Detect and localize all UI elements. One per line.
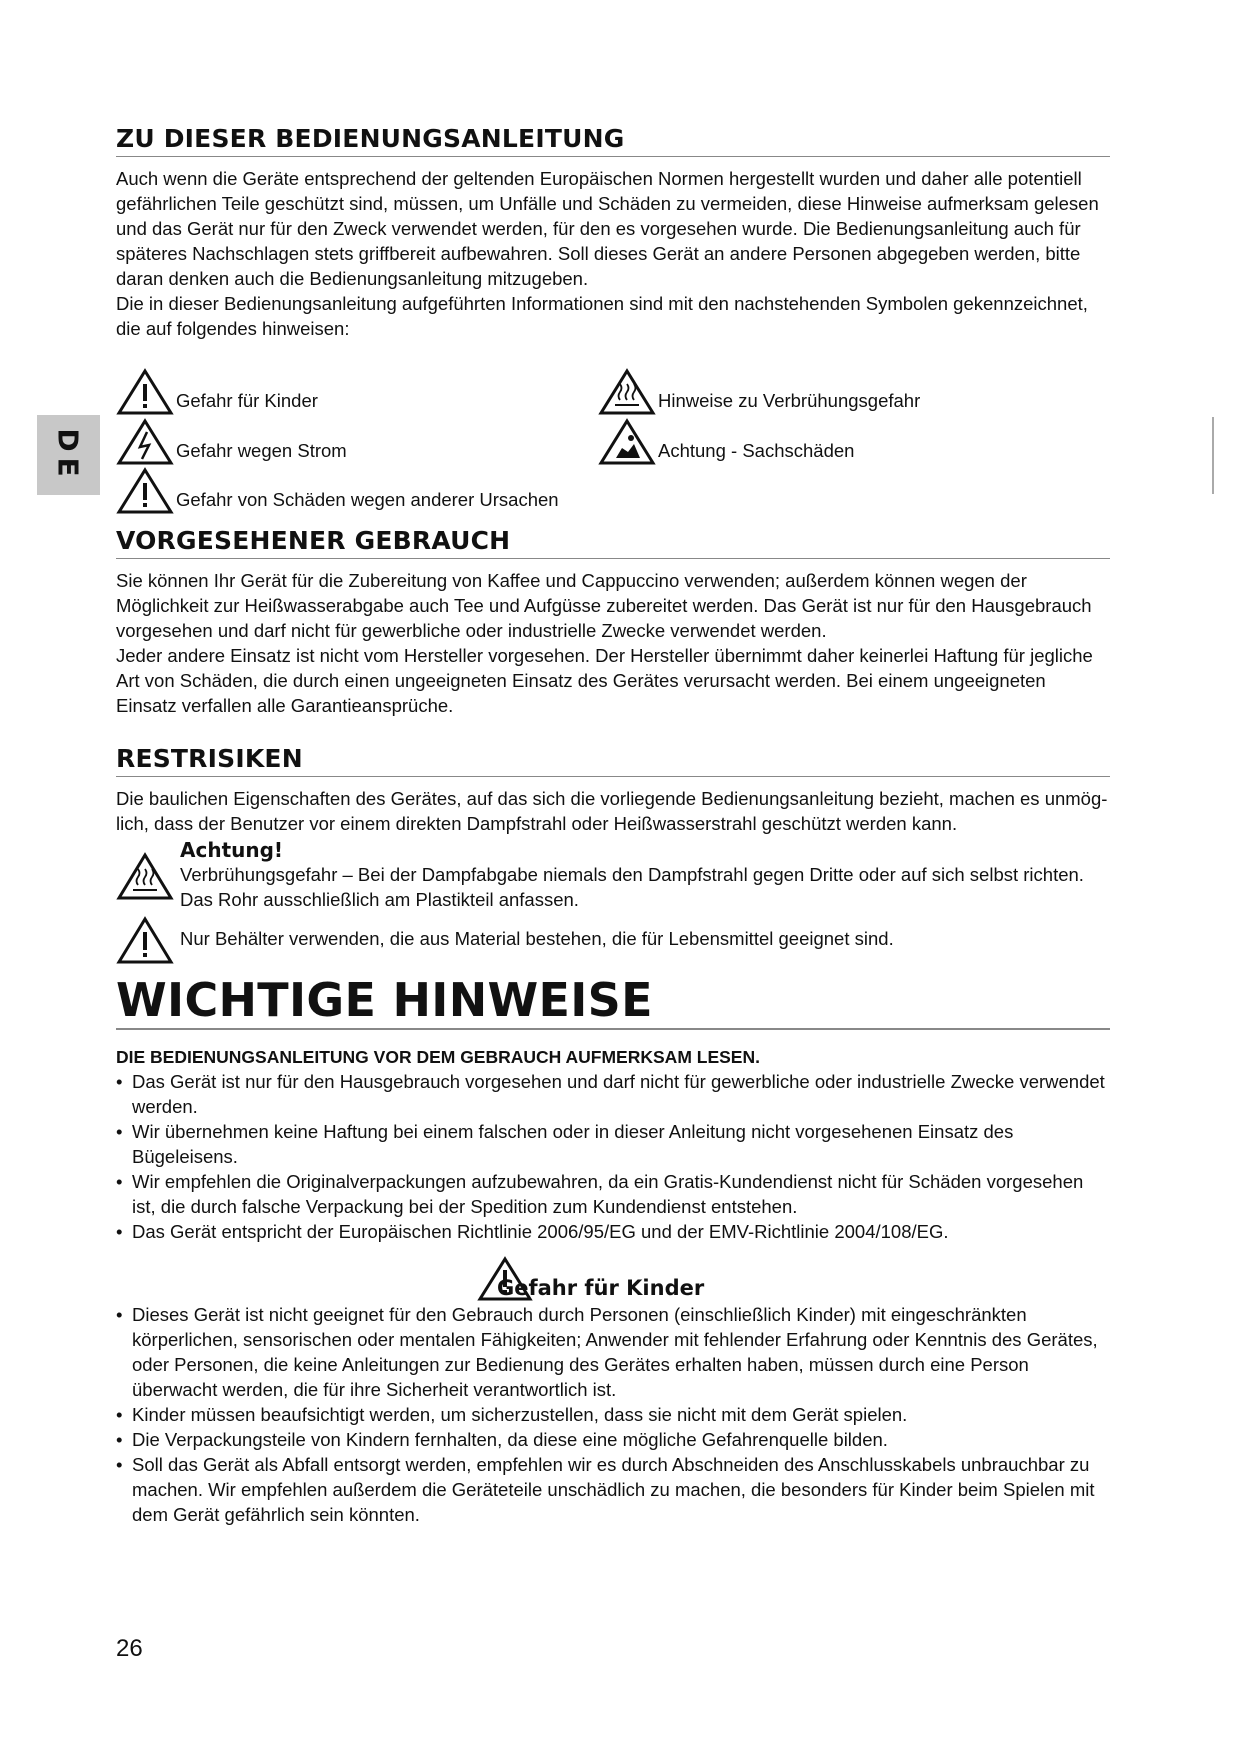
section-title-intended-use: VORGESEHENER GEBRAUCH bbox=[116, 526, 1110, 559]
symbol-electric bbox=[116, 418, 347, 466]
about-paragraph-2: Die in dieser Bedienungsanleitung aufgeführten Informationen sind mit den nachstehenden Symbolen gekennzeichnet, die auf folgendes hinweisen: bbox=[116, 293, 1088, 339]
warning-scald bbox=[116, 838, 1110, 912]
section-title-about: ZU DIESER BEDIENUNGSANLEITUNG bbox=[116, 124, 1110, 157]
important-list bbox=[116, 1069, 1110, 1244]
language-label: DE bbox=[52, 427, 85, 483]
symbol-children bbox=[116, 368, 318, 416]
list-item: • Das Gerät ist nur für den Hausgebrauch vorgesehen und darf nicht für gewerbliche oder industrielle Zwecke verwendet werden. bbox=[116, 1069, 1110, 1119]
symbol-property-label: Achtung - Sachschäden bbox=[658, 440, 855, 461]
warning-containers-text: Nur Behälter verwenden, die aus Material bestehen, die für Lebensmittel geeignet sind. bbox=[180, 928, 894, 949]
page-number: 26 bbox=[116, 1635, 143, 1662]
section-title-important: WICHTIGE HINWEISE bbox=[116, 972, 1110, 1030]
residual-risks-paragraph: Die baulichen Eigenschaften des Gerätes, auf das sich die vorliegende Bedienungsanleitung bezieht, machen es unmöglich, dass der Benutzer vor einem direkten Dampfstrahl oder Heißwasserstrahl geschützt werden kann. bbox=[116, 788, 1108, 834]
symbol-scald bbox=[598, 368, 920, 416]
symbol-scald-label: Hinweise zu Verbrühungsgefahr bbox=[658, 390, 921, 411]
warning-scald-text: Verbrühungsgefahr – Bei der Dampfabgabe niemals den Dampfstrahl gegen Dritte oder auf sich selbst richten. Das Rohr ausschließlich am Plastikteil anfassen. bbox=[180, 864, 1084, 910]
electric-hazard-icon bbox=[116, 418, 174, 466]
margin-marker bbox=[1212, 417, 1214, 494]
warning-title: Achtung! bbox=[180, 838, 284, 862]
property-damage-icon bbox=[598, 418, 656, 466]
symbol-children-label: Gefahr für Kinder bbox=[176, 390, 318, 411]
hot-steam-icon bbox=[598, 368, 656, 416]
about-paragraph-1: Auch wenn die Geräte entsprechend der geltenden Europäischen Normen hergestellt wurden und daher alle potentiell gefährlichen Teile geschützt sind, müssen, um Unfälle und Schäden zu vermeiden, diese Hinweise aufmerksam gelesen und das Gerät nur für den Zweck verwendet werden, für den es vorgesehen wurde. Die Bedienungsanleitung auch für späteres Nachschlagen stets griffbereit aufbewahren. Soll dieses Gerät an andere Personen abgegeben werden, bitte daran denken auch die Bedienungsanleitung mitzugeben. bbox=[116, 168, 1099, 289]
warning-triangle-icon bbox=[116, 368, 174, 416]
list-item: • Kinder müssen beaufsichtigt werden, um sicherzustellen, dass sie nicht mit dem Gerät spielen. bbox=[116, 1402, 1110, 1427]
symbol-other bbox=[116, 467, 559, 515]
important-subheading: DIE BEDIENUNGSANLEITUNG VOR DEM GEBRAUCH AUFMERKSAM LESEN. bbox=[116, 1047, 760, 1067]
list-item: • Soll das Gerät als Abfall entsorgt werden, empfehlen wir es durch Abschneiden des Anschlusskabels unbrauchbar zu machen. Wir empfehlen außerdem die Geräteteile unschädlich zu machen, die besonders für Kinder beim Spielen mit dem Gerät gefährlich sein könnten. bbox=[116, 1452, 1110, 1527]
content-column bbox=[116, 124, 1110, 1527]
list-item: • Dieses Gerät ist nicht geeignet für den Gebrauch durch Personen (einschließlich Kinder) mit eingeschränkten körperlichen, sensorischen oder mentalen Fähigkeiten; Anwender mit fehlender Erfahrung oder Kenntnis des Gerätes, oder Personen, die keine Anleitungen zur Bedienung des Gerätes erhalten haben, müssen durch eine Person überwacht werden, die für ihre Sicherheit verantwortlich ist. bbox=[116, 1302, 1110, 1402]
symbol-legend bbox=[116, 368, 1110, 518]
warning-containers bbox=[116, 914, 1110, 966]
list-item: • Das Gerät entspricht der Europäischen Richtlinie 2006/95/EG und der EMV-Richtlinie 2004/108/EG. bbox=[116, 1219, 1110, 1244]
intended-use-paragraph-1: Sie können Ihr Gerät für die Zubereitung von Kaffee und Cappuccino verwenden; außerdem können wegen der Möglichkeit zur Heißwasserabgabe auch Tee und Aufgüsse zubereitet werden. Das Gerät ist nur für den Hausgebrauch vorgesehen und darf nicht für gewerbliche oder industrielle Zwecke verwendet werden. bbox=[116, 570, 1092, 641]
symbol-property bbox=[598, 418, 854, 466]
children-heading-text: Gefahr für Kinder bbox=[497, 1276, 705, 1300]
symbol-electric-label: Gefahr wegen Strom bbox=[176, 440, 347, 461]
list-item: • Die Verpackungsteile von Kindern fernhalten, da diese eine mögliche Gefahrenquelle bilden. bbox=[116, 1427, 1110, 1452]
language-tab bbox=[37, 415, 100, 495]
list-item: • Wir übernehmen keine Haftung bei einem falschen oder in dieser Anleitung nicht vorgesehenen Einsatz des Bügeleisens. bbox=[116, 1119, 1110, 1169]
warning-triangle-icon bbox=[116, 916, 174, 966]
hot-steam-icon bbox=[116, 852, 174, 902]
symbol-other-label: Gefahr von Schäden wegen anderer Ursachen bbox=[176, 489, 559, 510]
intended-use-paragraph-2: Jeder andere Einsatz ist nicht vom Hersteller vorgesehen. Der Hersteller übernimmt daher keinerlei Haftung für jegliche Art von Schäden, die durch einen ungeeigneten Einsatz des Gerätes verursacht werden. Bei einem ungeeigneten Einsatz verfallen alle Garantieansprüche. bbox=[116, 645, 1093, 716]
children-list bbox=[116, 1302, 1110, 1527]
list-item: • Wir empfehlen die Originalverpackungen aufzubewahren, da ein Gratis-Kundendienst nicht für Schäden vorgesehen ist, die durch falsche Verpackung bei der Spedition zum Kundendienst entstehen. bbox=[116, 1169, 1110, 1219]
children-heading bbox=[116, 1256, 1110, 1302]
warning-triangle-icon bbox=[116, 467, 174, 515]
section-title-residual-risks: RESTRISIKEN bbox=[116, 744, 1110, 777]
